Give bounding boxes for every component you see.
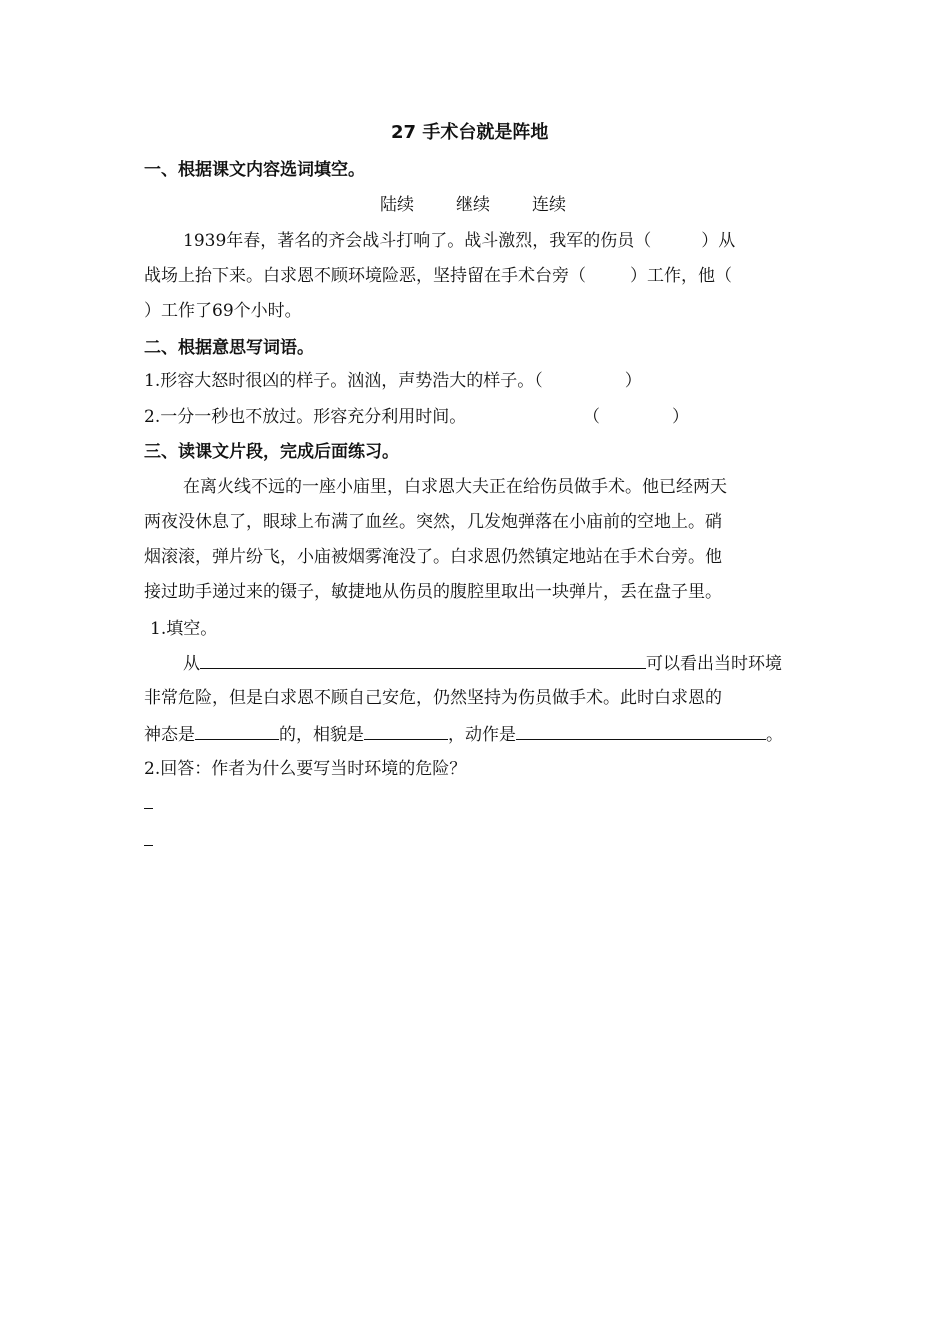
section1-heading: 一、根据课文内容选词填空。 [144, 160, 365, 180]
s2-q1-text: 1.形容大怒时很凶的样子。汹汹，声势浩大的样子。（ [144, 371, 543, 391]
blank-2[interactable] [195, 721, 279, 740]
blank-4[interactable] [516, 721, 766, 740]
passage-line-2: 两夜没休息了，眼球上布满了血丝。突然，几发炮弹落在小庙前的空地上。硝 [144, 512, 722, 532]
section2-heading: 二、根据意思写词语。 [144, 338, 314, 358]
s2-q2-end: ） [672, 407, 689, 427]
fill-line-2: 非常危险，但是白求恩不顾自己安危，仍然坚持为伤员做手术。此时白求恩的 [144, 688, 722, 708]
passage-line-3: 烟滚滚，弹片纷飞，小庙被烟雾淹没了。白求恩仍然镇定地站在手术台旁。他 [144, 547, 722, 567]
s2-q1 [144, 369, 642, 393]
fill-after-blank-1: 可以看出当时环境 [646, 654, 782, 674]
s1-line1 [183, 229, 735, 253]
s3-q2-label: 2.回答：作者为什么要写当时环境的危险？ [144, 759, 467, 779]
fill-line-1 [183, 650, 782, 676]
page-title: 27 手术台就是阵地 [391, 122, 549, 143]
answer-line-1[interactable] [144, 808, 153, 809]
passage-line-1: 在离火线不远的一座小庙里，白求恩大夫正在给伤员做手术。他已经两天 [183, 477, 727, 497]
s1-line2-end: ）工作，他（ [630, 266, 732, 286]
word-option-3: 连续 [532, 195, 566, 215]
s2-q1-end: ） [624, 371, 642, 391]
s1-line1-end: ）从 [701, 231, 736, 251]
s2-q2-open: （ [583, 407, 600, 427]
fill-period: 。 [766, 725, 783, 745]
s1-line1-text: 1939年春，著名的齐会战斗打响了。战斗激烈，我军的伤员（ [183, 231, 652, 251]
word-option-1: 陆续 [380, 195, 414, 215]
fill-line-3 [144, 721, 783, 747]
fill-appearance: 的，相貌是 [279, 725, 364, 745]
answer-line-2[interactable] [144, 845, 153, 846]
s1-line2-text: 战场上抬下来。白求恩不顾环境险恶，坚持留在手术台旁（ [144, 266, 586, 286]
s3-q1-label: 1.填空。 [150, 619, 218, 639]
blank-3[interactable] [364, 721, 448, 740]
section3-heading: 三、读课文片段，完成后面练习。 [144, 442, 399, 462]
fill-from: 从 [183, 654, 200, 674]
s2-q2-bracket [583, 405, 689, 429]
s2-q2-text: 2.一分一秒也不放过。形容充分利用时间。 [144, 407, 467, 427]
s1-line3: ）工作了69个小时。 [144, 301, 302, 321]
word-option-2: 继续 [456, 195, 490, 215]
s1-line2 [144, 264, 732, 288]
passage-line-4: 接过助手递过来的镊子，敏捷地从伤员的腹腔里取出一块弹片，丢在盘子里。 [144, 582, 722, 602]
fill-expression: 神态是 [144, 725, 195, 745]
fill-action: ，动作是 [448, 725, 516, 745]
blank-1[interactable] [200, 650, 646, 669]
